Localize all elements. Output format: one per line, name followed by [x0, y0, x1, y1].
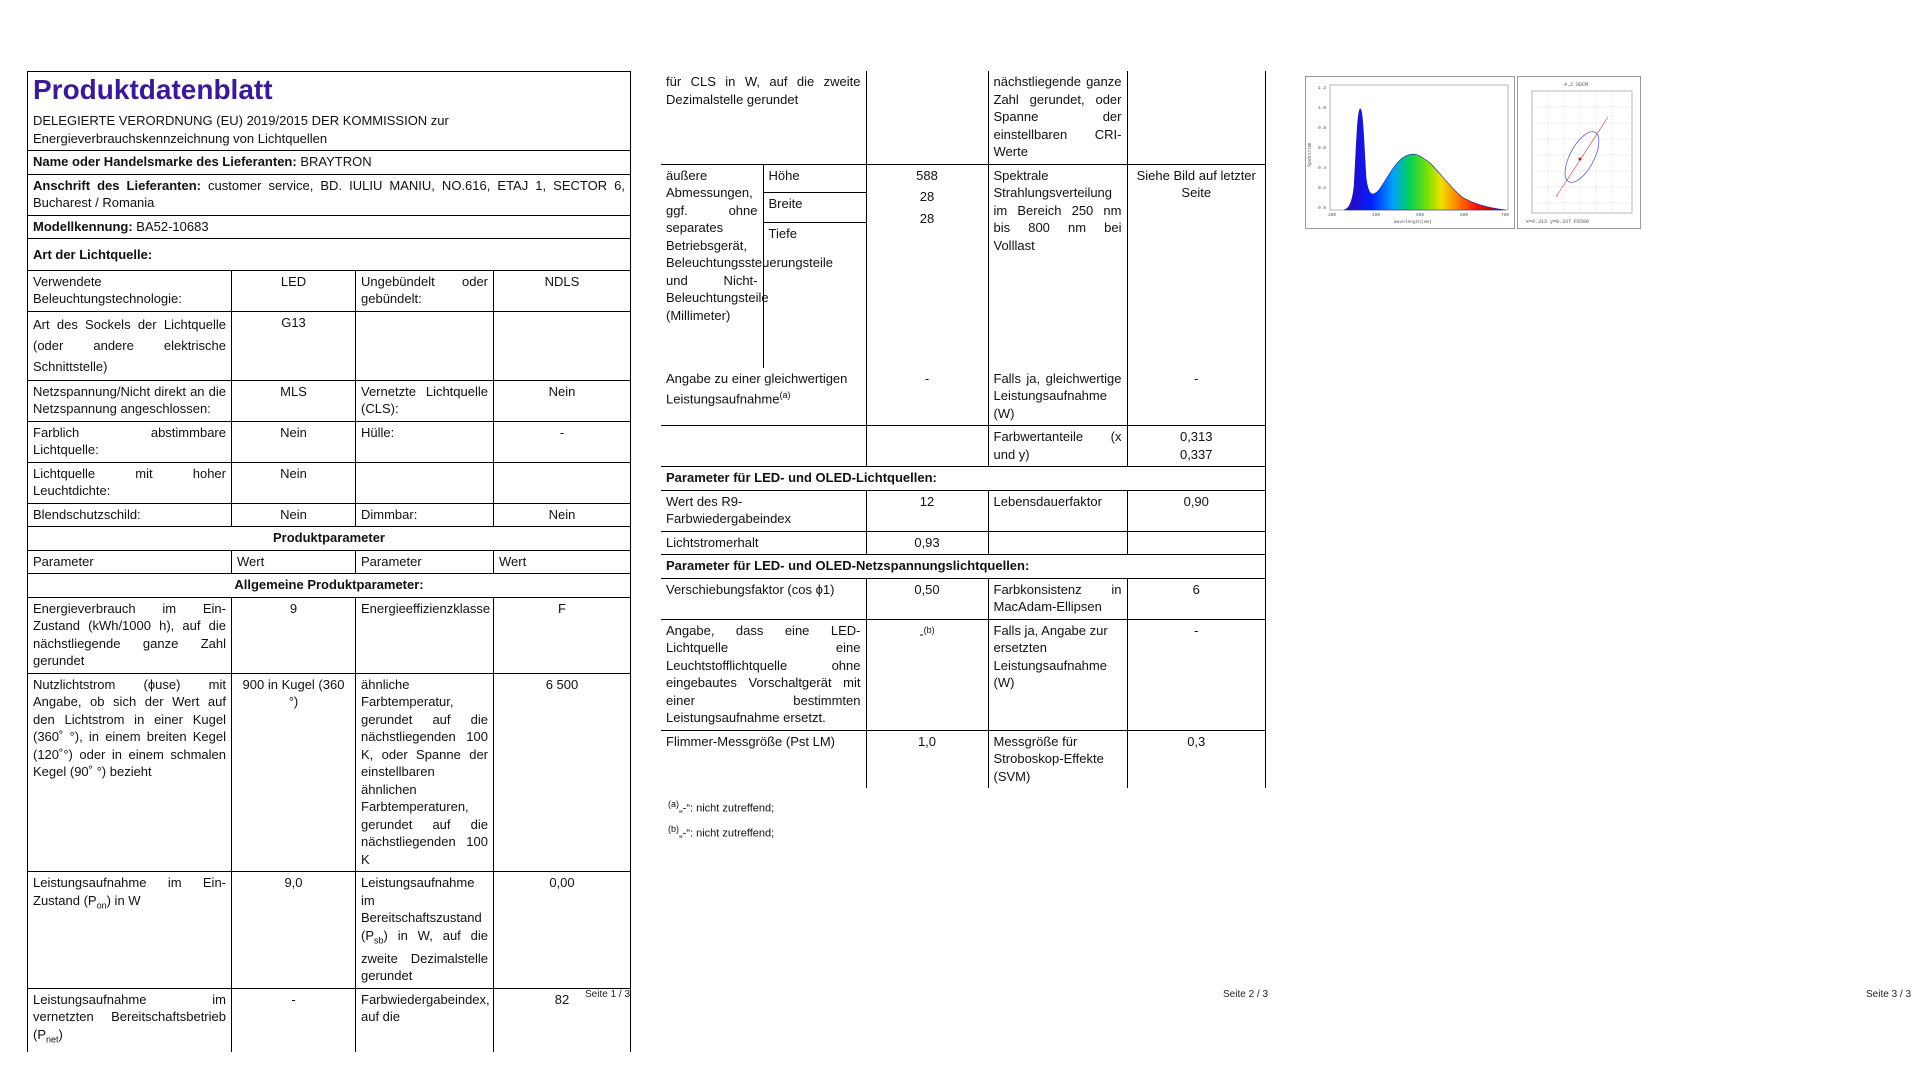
spectrum-ytick: 1.0 [1318, 106, 1327, 111]
page-1 [27, 71, 631, 1052]
lumen-empty-1 [988, 531, 1127, 555]
disp-value: 0,50 [866, 578, 988, 619]
replace2-label: Falls ja, Angabe zur ersetzten Leistungsaufnahme (W) [988, 619, 1127, 730]
spectrum-ytick: 0.8 [1318, 126, 1327, 131]
spectrum-xtick: 680 [1460, 213, 1469, 218]
attr-v1: Nein [232, 421, 356, 462]
continued-table [661, 71, 1266, 788]
dim-name: Tiefe [768, 225, 797, 241]
page-2-number: Seite 2 / 3 [1223, 989, 1269, 1000]
light-type-label: Art der Lichtquelle: [28, 239, 631, 270]
chroma-empty-left [661, 426, 866, 467]
footnote-a: $^{(a)}$„-“: nicht zutreffend; [668, 799, 775, 815]
replace-value: -$^{(b)}$ [866, 619, 988, 730]
chromaticity-point [1579, 158, 1582, 161]
cont-left-label: für CLS in W, auf die zweite Dezimalstelle gerundet [661, 71, 866, 164]
eff-class-label: Energieeffizienzklasse [356, 597, 494, 673]
attr-p1: Verwendete Beleuchtungstechnologie: [28, 270, 232, 311]
consist-label: Farbkonsistenz in MacAdam-Ellipsen [988, 578, 1127, 619]
dims-cell [661, 164, 866, 368]
consist-value: 6 [1127, 578, 1266, 619]
page-3-number: Seite 3 / 3 [1866, 989, 1912, 1000]
spectrum-xlabel: Wavelength(nm) [1394, 220, 1432, 225]
footnote-b: $^{(b)}$„-“: nicht zutreffend; [668, 823, 775, 840]
chroma-label: Farbwertanteile (x und y) [988, 426, 1127, 467]
spectral-value: Siehe Bild auf letzter Seite [1127, 164, 1266, 368]
col-param-2: Parameter [356, 550, 494, 574]
attr-p1: Lichtquelle mit hoher Leuchtdichte: [28, 462, 232, 503]
flux-value: 900 in Kugel (360 °) [232, 673, 356, 872]
equiv-value: - [866, 368, 988, 426]
dim-name: Höhe [763, 165, 866, 193]
model-row [28, 215, 631, 239]
psb-label: Leistungsaufnahme im Bereitschaftszustand $(P_{sb})$ in W, auf die zweite Dezimalstelle gerundet [356, 872, 494, 989]
footnotes [661, 794, 1266, 843]
cont-right-value [1127, 71, 1266, 164]
model-value: BA52-10683 [136, 218, 209, 234]
energy-value: 9 [232, 597, 356, 673]
energy-label: Energieverbrauch im Ein-Zustand (kWh/1000 h), auf die nächstliegende ganze Zahl gerundet [28, 597, 232, 673]
spectrum-ylabel: Spektrum [1307, 142, 1313, 167]
attr-p2: Vernetzte Lichtquelle (CLS): [356, 380, 494, 421]
attr-p1: Farblich abstimmbare Lichtquelle: [28, 421, 232, 462]
survival-label: Lebensdauerfaktor [988, 490, 1127, 531]
attr-v2 [494, 311, 631, 380]
cie-title: 4.2 SDCM [1564, 82, 1589, 88]
attr-v2: Nein [494, 380, 631, 421]
attr-p2 [356, 462, 494, 503]
disp-label: Verschiebungsfaktor (cos ϕ1) [661, 578, 866, 619]
spectrum-chart [1305, 76, 1515, 229]
col-value-1: Wert [232, 550, 356, 574]
spectrum-ytick: 0.0 [1318, 206, 1327, 211]
page-1-number: Seite 1 / 3 [585, 989, 631, 1000]
equiv2-label: Falls ja, gleichwertige Leistungsaufnahme (W) [988, 368, 1127, 426]
lumen-label: Lichtstromerhalt [661, 531, 866, 555]
dim-value: 28 [919, 189, 935, 204]
attr-v1: Nein [232, 503, 356, 527]
spectral-label: Spektrale Strahlungsverteilung im Bereich 250 nm bis 800 nm bei Volllast [988, 164, 1127, 368]
attr-v2: NDLS [494, 270, 631, 311]
spectrum-xtick: 780 [1501, 213, 1510, 218]
spectrum-xtick: 580 [1416, 213, 1425, 218]
supplier-label: Name oder Handelsmarke des Lieferanten: [33, 154, 297, 169]
spectrum-xtick: 480 [1372, 213, 1381, 218]
cont-right-label: nächstliegende ganze Zahl gerundet, oder Spanne der einstellbaren CRI-Werte [988, 71, 1127, 164]
eff-class-value: F [494, 597, 631, 673]
dims-values [866, 164, 988, 368]
pon-label: Leistungsaufnahme im Ein-Zustand $(P_{on})$ in W [28, 872, 232, 989]
cie-chart [1517, 76, 1641, 229]
model-label: Modellkennung: [33, 218, 133, 234]
attr-p1: Blendschutzschild: [28, 503, 232, 527]
flicker-value: 1,0 [866, 730, 988, 788]
pon-value: 9,0 [232, 872, 356, 989]
general-params-heading: Allgemeine Produktparameter: [28, 574, 631, 598]
survival-value: 0,90 [1127, 490, 1266, 531]
cct-value: 6 500 [494, 673, 631, 872]
lumen-empty-2 [1127, 531, 1266, 555]
cct-label: ähnliche Farbtemperatur, gerundet auf die nächstliegenden 100 K, oder Spanne der einstellbaren ähnlichen Farbtemperaturen, gerundet auf die nächstliegenden 100 K [356, 673, 494, 872]
attr-p2: Ungebündelt oder gebündelt: [356, 270, 494, 311]
address-label: Anschrift des Lieferanten: [33, 177, 201, 193]
page-2 [661, 71, 1266, 843]
spectrum-ytick: 0.6 [1318, 146, 1327, 151]
header-table [27, 71, 631, 270]
attr-p1: Art des Sockels der Lichtquelle (oder andere elektrische Schnittstelle) [28, 311, 232, 380]
attr-v2 [494, 462, 631, 503]
mains-heading: Parameter für LED- und OLED-Netzspannungslichtquellen: [661, 555, 1266, 579]
cri-label: Farbwiedergabeindex, auf die [356, 988, 494, 1052]
dim-value: 28 [919, 210, 935, 226]
attr-p2: Hülle: [356, 421, 494, 462]
attr-v2: Nein [494, 503, 631, 527]
attr-v1: MLS [232, 380, 356, 421]
psb-value: 0,00 [494, 872, 631, 989]
cie-caption: x=0.313 y=0.337 F6500 [1526, 219, 1590, 225]
replace-label: Angabe, dass eine LED-Lichtquelle eine Leuchtstofflichtquelle ohne eingebautes Vorschaltgerät mit einer bestimmten Leistungsaufnahme ersetzt. [661, 619, 866, 730]
flicker-label: Flimmer-Messgröße (Pst LM) [661, 730, 866, 788]
dims-label: äußere Abmessungen, ggf. ohne separates Betriebsgerät, Beleuchtungssteuerungsteile und Nicht-Beleuchtungsteile (Millimeter) [661, 165, 763, 368]
attr-v1: Nein [232, 462, 356, 503]
product-params-heading: Produktparameter [28, 527, 631, 551]
strobo-label: Messgröße für Stroboskop-Effekte (SVM) [988, 730, 1127, 788]
attr-p1: Netzspannung/Nicht direkt an die Netzspannung angeschlossen: [28, 380, 232, 421]
attr-p2 [356, 311, 494, 380]
led-heading: Parameter für LED- und OLED-Lichtquellen: [661, 467, 1266, 491]
dim-value: 588 [916, 167, 938, 183]
page-title: Produktdatenblatt [28, 72, 631, 111]
cri-value: 82 [494, 988, 631, 1052]
attr-v1: LED [232, 270, 356, 311]
chroma-values: 0,313 0,337 [1127, 426, 1266, 467]
spectrum-ytick: 0.4 [1318, 166, 1327, 171]
equiv-label: Angabe zu einer gleichwertigen Leistungsaufnahme$^{(a)}$ [661, 368, 866, 426]
attr-p2: Dimmbar: [356, 503, 494, 527]
flux-label: Nutzlichtstrom (ϕuse) mit Angabe, ob sich der Wert auf den Lichtstrom in einer Kugel (360˚ °), in einem breiten Kegel (120˚°) oder in einem schmalen Kegel (90˚ °) bezieht [28, 673, 232, 872]
equiv2-value: - [1127, 368, 1266, 426]
attr-v2: - [494, 421, 631, 462]
address-value: customer service, BD. IULIU MANIU, NO.616, ETAJ 1, SECTOR 6, Bucharest / Romania [33, 177, 625, 210]
chroma-empty-mid [866, 426, 988, 467]
col-value-2: Wert [494, 550, 631, 574]
r9-label: Wert des R9-Farbwiedergabeindex [661, 490, 866, 531]
pnet-label: Leistungsaufnahme im vernetzten Bereitschaftsbetrieb $(P_{net})$ [28, 988, 232, 1052]
attr-v1: G13 [232, 311, 356, 380]
cont-left-value [866, 71, 988, 164]
r9-value: 12 [866, 490, 988, 531]
dim-name: Breite [763, 193, 866, 222]
regulation-text: DELEGIERTE VERORDNUNG (EU) 2019/2015 DER KOMMISSION zur Energieverbrauchskennzeichnung von Lichtquellen [28, 110, 631, 151]
pnet-value: - [232, 988, 356, 1052]
spectrum-svg [1306, 77, 1514, 228]
col-param-1: Parameter [28, 550, 232, 574]
supplier-row [28, 151, 631, 175]
lumen-value: 0,93 [866, 531, 988, 555]
spectrum-ytick: 0.2 [1318, 186, 1327, 191]
cie-svg [1518, 77, 1640, 228]
attributes-table [27, 270, 631, 1052]
spectrum-xtick: 380 [1328, 213, 1337, 218]
spectrum-ytick: 1.2 [1318, 86, 1327, 91]
replace2-value: - [1127, 619, 1266, 730]
address-row [28, 174, 631, 215]
supplier-value: BRAYTRON [300, 154, 372, 169]
strobo-value: 0,3 [1127, 730, 1266, 788]
